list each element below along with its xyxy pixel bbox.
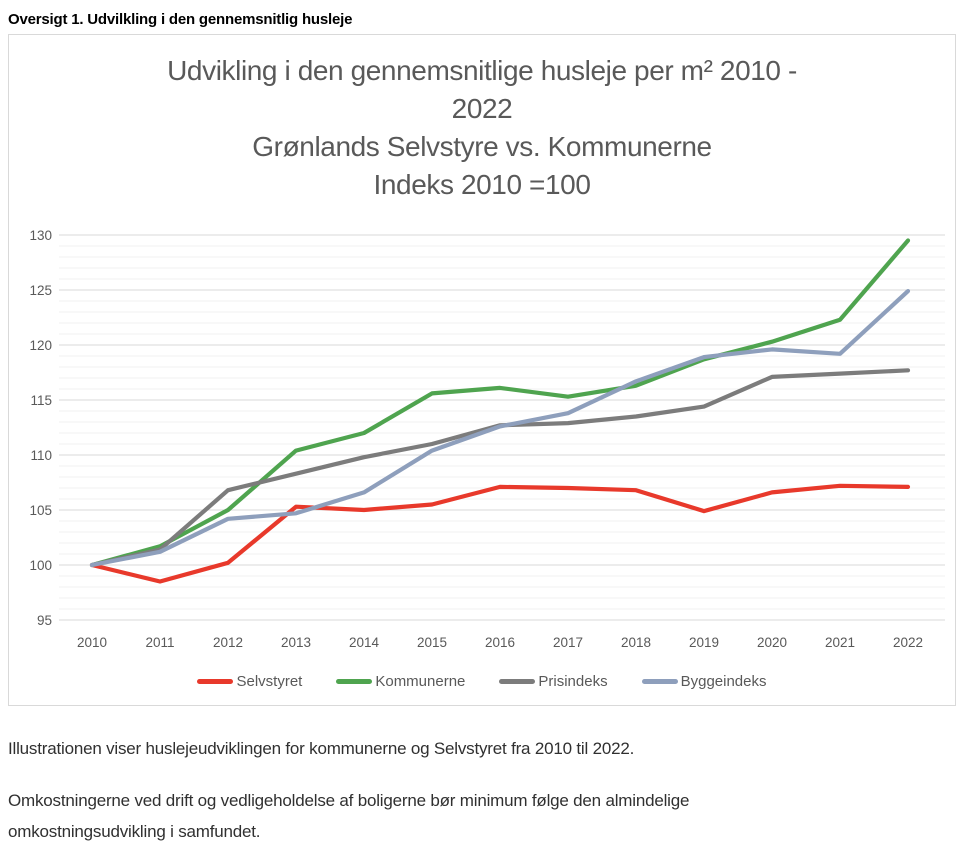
legend-label: Byggeindeks xyxy=(680,673,767,690)
description-paragraph-1: Illustrationen viser huslejeudviklingen for kommunerne og Selvstyret fra 2010 til 2022. xyxy=(8,739,635,758)
chart-legend xyxy=(9,673,955,690)
x-tick-label: 2017 xyxy=(552,635,584,650)
chart-title-line-4: Indeks 2010 =100 xyxy=(373,169,591,200)
chart-container xyxy=(8,34,956,706)
description-paragraph-2: Omkostningerne ved drift og vedligeholdelse af boligerne bør minimum følge den almindelige omkostningsudvikling i samfundet. xyxy=(8,791,690,841)
x-tick-label: 2020 xyxy=(756,635,788,650)
y-tick-label: 105 xyxy=(29,503,52,518)
y-tick-label: 115 xyxy=(30,393,52,408)
legend-item-selvstyret xyxy=(197,673,302,690)
figure-caption: Oversigt 1. Udvilkling i den gennemsnitlig husleje xyxy=(8,11,353,28)
legend-item-prisindeks xyxy=(499,673,607,690)
series-line-kommunerne xyxy=(92,241,908,566)
x-axis-labels xyxy=(77,635,923,650)
legend-swatch-byggeindeks xyxy=(642,679,678,684)
chart-title-line-1: Udvikling i den gennemsnitlige husleje per m² 2010 - xyxy=(167,55,797,86)
x-tick-label: 2018 xyxy=(620,635,652,650)
legend-label: Kommunerne xyxy=(375,673,466,690)
legend-item-kommunerne xyxy=(336,673,465,690)
x-tick-label: 2014 xyxy=(348,635,380,650)
x-tick-label: 2010 xyxy=(76,635,108,650)
x-tick-label: 2019 xyxy=(688,635,720,650)
legend-swatch-kommunerne xyxy=(336,679,372,684)
x-tick-label: 2022 xyxy=(892,635,924,650)
x-tick-label: 2011 xyxy=(145,635,175,650)
x-tick-label: 2015 xyxy=(416,635,448,650)
y-axis-labels xyxy=(29,228,52,628)
legend-label: Prisindeks xyxy=(538,673,608,690)
y-tick-label: 130 xyxy=(29,228,52,243)
chart-title-line-2: 2022 xyxy=(451,93,513,124)
legend-swatch-selvstyret xyxy=(197,679,233,684)
legend-swatch-prisindeks xyxy=(499,679,535,684)
y-tick-label: 125 xyxy=(29,283,52,298)
y-tick-label: 95 xyxy=(36,613,52,628)
legend-item-byggeindeks xyxy=(642,673,767,690)
x-tick-label: 2016 xyxy=(484,635,516,650)
y-tick-label: 110 xyxy=(30,448,52,463)
y-tick-label: 100 xyxy=(29,558,52,573)
line-chart-plot xyxy=(9,35,955,705)
x-tick-label: 2013 xyxy=(280,635,312,650)
x-tick-label: 2012 xyxy=(212,635,244,650)
series-line-byggeindeks xyxy=(92,291,908,565)
x-tick-label: 2021 xyxy=(824,635,856,650)
chart-title-line-3: Grønlands Selvstyre vs. Kommunerne xyxy=(252,131,712,162)
legend-label: Selvstyret xyxy=(236,673,303,690)
y-tick-label: 120 xyxy=(29,338,52,353)
